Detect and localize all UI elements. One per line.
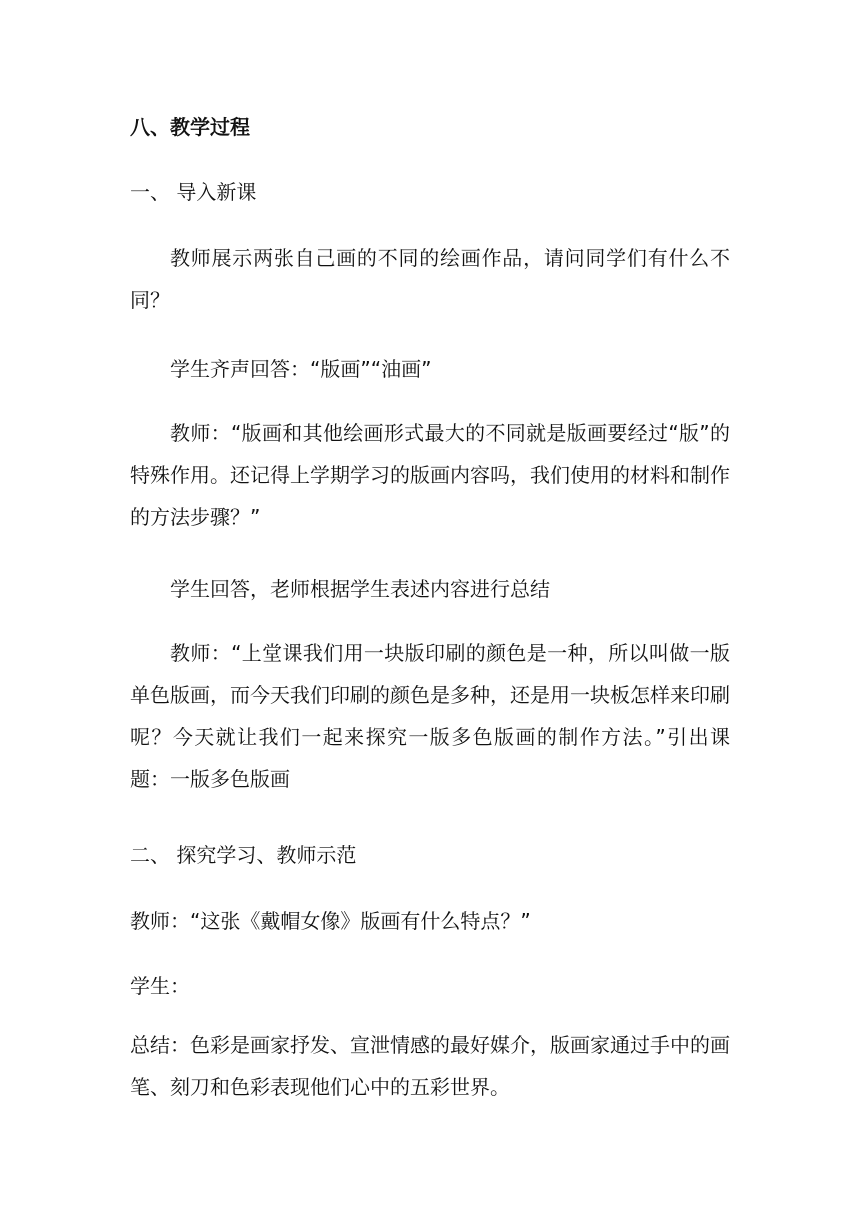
paragraph-teacher-summary: 学生回答，老师根据学生表述内容进行总结 [170,577,550,601]
paragraph-teacher-printmaking: 教师：“版画和其他绘画形式最大的不同就是版画要经过“版”的特殊作用。还记得上学期学习的版画内容吗，我们使用的材料和制作的方法步骤？” [130,421,730,529]
paragraph-introduce-topic: 教师：“上堂课我们用一块版印刷的颜色是一种，所以叫做一版单色版画，而今天我们印刷的颜色是多种，还是用一块板怎样来印刷呢？今天就让我们一起来探究一版多色版画的制作方法。”引出课题：一版多色版画 [130,641,730,791]
paragraph-students-answer: 学生齐声回答：“版画”“油画” [170,357,432,381]
heading-explore: 二、 探究学习、教师示范 [130,843,357,867]
paragraph-teacher-shows-works: 教师展示两张自己画的不同的绘画作品，请问同学们有什么不同？ [130,246,730,312]
paragraph-conclusion: 总结：色彩是画家抒发、宣泄情感的最好媒介，版画家通过手中的画笔、刻刀和色彩表现他们心中的五彩世界。 [130,1033,730,1099]
section-title: 八、教学过程 [130,115,250,139]
paragraph-teacher-question: 教师：“这张《戴帽女像》版画有什么特点？” [130,909,531,933]
paragraph-student-reply: 学生： [130,974,190,998]
heading-intro: 一、 导入新课 [130,180,257,204]
